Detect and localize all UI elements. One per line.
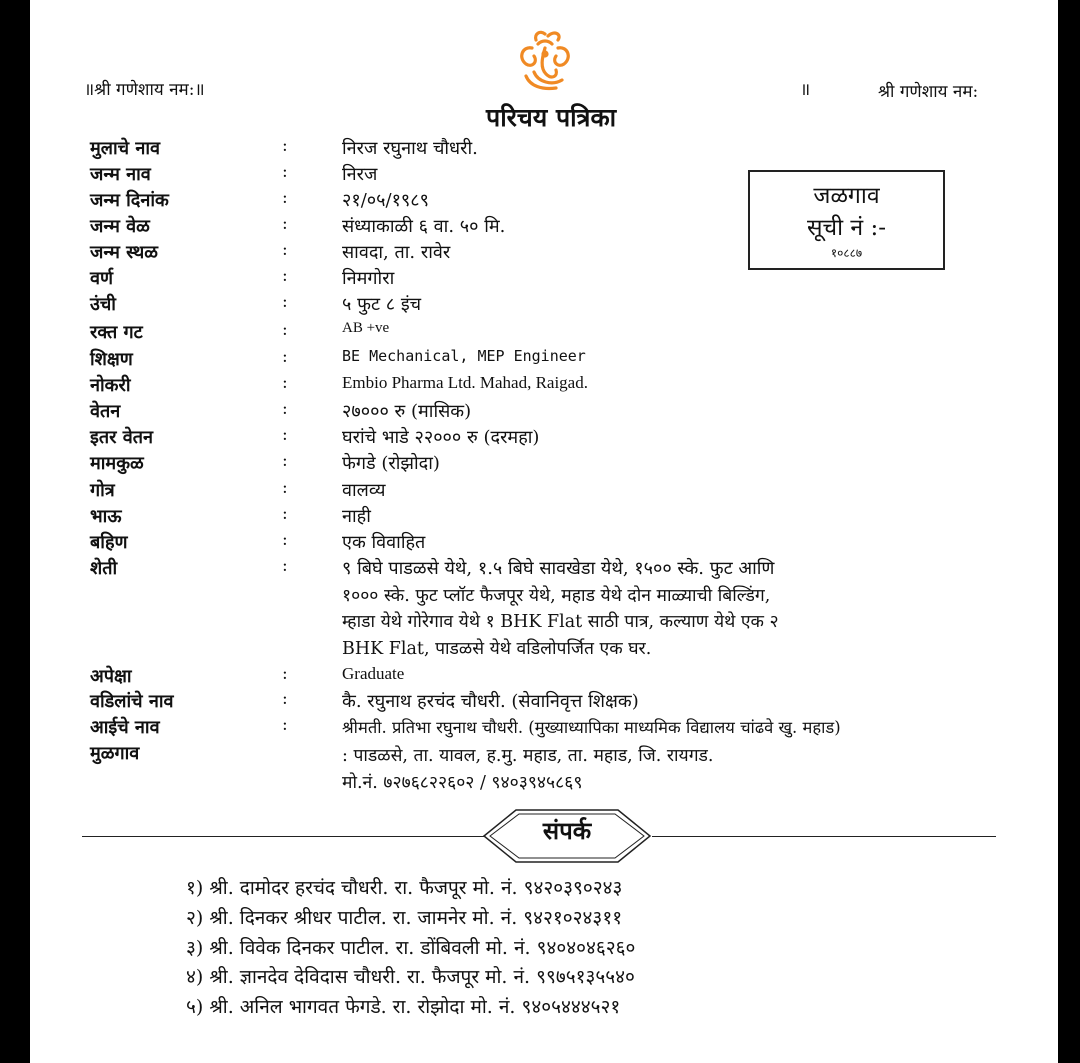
- document-page: [30, 0, 1058, 1063]
- field-label: भाऊ: [90, 506, 122, 527]
- field-label: बहिण: [90, 532, 128, 553]
- field-colon: :: [282, 478, 288, 498]
- field-value: श्रीमती. प्रतिभा रघुनाथ चौधरी. (मुख्याध्यापिका माध्यमिक विद्यालय चांढवे खु. महाड): [342, 718, 841, 737]
- field-value: AB +ve: [342, 320, 390, 336]
- field-colon: :: [282, 240, 288, 260]
- contact-item: १) श्री. दामोदर हरचंद चौधरी. रा. फैजपूर मो. नं. ९४२०३९०२४३: [186, 877, 623, 899]
- contact-item: ५) श्री. अनिल भागवत फेगडे. रा. रोझोदा मो. नं. ९४०५४४४५२१: [186, 996, 621, 1018]
- field-value: एक विवाहित: [342, 532, 426, 553]
- field-label: शिक्षण: [90, 349, 133, 370]
- field-colon: :: [282, 162, 288, 182]
- mobile-numbers-line: मो.नं. ७२७६८२२६०२ / ९४०३९४५८६९: [342, 773, 583, 793]
- field-label: मामकुळ: [90, 453, 144, 474]
- box-city: जळगाव: [813, 183, 880, 209]
- field-colon: :: [282, 214, 288, 234]
- contact-item: २) श्री. दिनकर श्रीधर पाटील. रा. जामनेर मो. नं. ९४२१०२४३११: [186, 907, 623, 929]
- field-label: मुलाचे नाव: [90, 138, 160, 159]
- field-label: गोत्र: [90, 480, 115, 501]
- field-label: जन्म नाव: [90, 164, 151, 185]
- field-colon: :: [282, 715, 288, 735]
- field-label: वर्ण: [90, 268, 114, 289]
- field-value: सावदा, ता. रावेर: [342, 242, 451, 263]
- field-colon: :: [282, 451, 288, 471]
- field-colon: :: [282, 373, 288, 393]
- field-label: उंची: [90, 294, 116, 315]
- sheti-continuation-line: म्हाडा येथे गोरेगाव येथे १ BHK Flat साठी पात्र, कल्याण येथे एक २: [342, 612, 779, 632]
- field-value: Embio Pharma Ltd. Mahad, Raigad.: [342, 373, 588, 392]
- contact-item: ४) श्री. ज्ञानदेव देविदास चौधरी. रा. फैजपूर मो. नं. ९९७५१३५५४०: [186, 966, 635, 988]
- field-colon: :: [282, 425, 288, 445]
- field-value: निरज: [342, 164, 378, 185]
- registration-box: [748, 170, 945, 270]
- header-left-invocation: ॥श्री गणेशाय नम:॥: [84, 80, 205, 100]
- header-right-invocation: श्री गणेशाय नम:: [878, 82, 979, 102]
- field-colon: :: [282, 504, 288, 524]
- field-value: ९ बिघे पाडळसे येथे, १.५ बिघे सावखेडा येथे, १५०० स्के. फुट आणि: [342, 558, 775, 579]
- field-colon: :: [282, 399, 288, 419]
- field-label: आईचे नाव: [90, 717, 160, 738]
- divider-right: [652, 836, 996, 837]
- field-label: वेतन: [90, 401, 121, 422]
- field-colon: :: [282, 136, 288, 156]
- field-colon: :: [282, 530, 288, 550]
- field-value: फेगडे (रोझोदा): [342, 453, 440, 474]
- box-list-number: १०८८७: [830, 246, 863, 260]
- field-value: नाही: [342, 506, 371, 527]
- divider-left: [82, 836, 514, 837]
- contact-title: संपर्क: [542, 816, 592, 845]
- field-label: जन्म दिनांक: [90, 190, 169, 211]
- field-label: इतर वेतन: [90, 427, 153, 448]
- field-colon: :: [282, 292, 288, 312]
- field-label: अपेक्षा: [90, 666, 132, 687]
- field-label: रक्त गट: [90, 322, 143, 343]
- box-list-number-label: सूची नं :-: [806, 215, 887, 241]
- native-village-line: : पाडळसे, ता. यावल, ह.मु. महाड, ता. महाड, जि. रायगड.: [342, 746, 714, 766]
- field-colon: :: [282, 689, 288, 709]
- field-value: संध्याकाळी ६ वा. ५० मि.: [342, 216, 506, 237]
- sheti-continuation-line: BHK Flat, पाडळसे येथे वडिलोपर्जित एक घर.: [342, 639, 652, 659]
- contact-item: ३) श्री. विवेक दिनकर पाटील. रा. डोंबिवली मो. नं. ९४०४०४६२६०: [186, 937, 636, 959]
- field-label: वडिलांचे नाव: [90, 691, 174, 712]
- field-value: Graduate: [342, 664, 405, 683]
- field-value: कै. रघुनाथ हरचंद चौधरी. (सेवानिवृत्त शिक्षक): [342, 691, 639, 712]
- field-label: जन्म स्थळ: [90, 242, 158, 263]
- field-value: वालव्य: [342, 480, 386, 501]
- ganesha-icon: [512, 28, 578, 92]
- field-colon: :: [282, 556, 288, 576]
- field-value: निमगोरा: [342, 268, 395, 289]
- field-colon: :: [282, 664, 288, 684]
- field-colon: :: [282, 320, 288, 340]
- field-value: BE Mechanical, MEP Engineer: [342, 347, 586, 365]
- field-colon: :: [282, 347, 288, 367]
- field-value: २७००० रु (मासिक): [342, 401, 472, 422]
- field-value: घरांचे भाडे २२००० रु (दरमहा): [342, 427, 540, 448]
- field-label: नोकरी: [90, 375, 131, 396]
- field-value: २१/०५/१९८९: [342, 190, 430, 211]
- sheti-continuation-line: १००० स्के. फुट प्लॉट फैजपूर येथे, महाड येथे दोन माळ्याची बिल्डिंग,: [342, 586, 771, 606]
- field-label: मुळगाव: [90, 743, 140, 764]
- page-title: परिचय पत्रिका: [486, 103, 617, 132]
- header-mid-mark: ॥: [800, 80, 811, 100]
- field-label: जन्म वेळ: [90, 216, 150, 237]
- field-colon: :: [282, 266, 288, 286]
- field-value: निरज रघुनाथ चौधरी.: [342, 138, 478, 159]
- field-value: ५ फुट ८ इंच: [342, 294, 422, 315]
- field-label: शेती: [90, 558, 118, 579]
- field-colon: :: [282, 188, 288, 208]
